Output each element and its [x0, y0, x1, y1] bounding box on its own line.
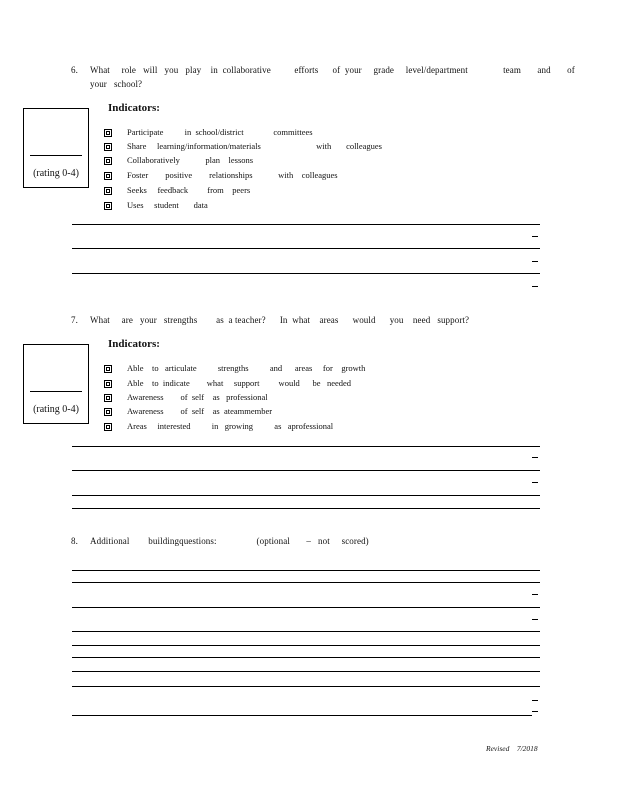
indicator-label: Awareness of self as professional	[127, 392, 268, 402]
question-6	[71, 65, 575, 91]
indicator-checkbox[interactable]	[104, 365, 112, 373]
answer-line-end	[532, 236, 538, 237]
answer-line	[72, 657, 540, 658]
answer-line	[72, 248, 540, 249]
answer-line	[72, 508, 540, 509]
indicator-checkbox[interactable]	[104, 172, 112, 180]
indicator-label: Share learning/information/materials with colleagues	[127, 141, 382, 151]
answer-line-end	[532, 711, 538, 712]
question-text: What are your strengths as a teacher? In what areas would you need support?	[90, 315, 470, 325]
indicator-checkbox[interactable]	[104, 157, 112, 165]
indicators-title: Indicators:	[108, 338, 160, 350]
answer-line	[72, 631, 540, 632]
indicator-label: Participate in school/district committees	[127, 127, 313, 137]
rating-box[interactable]	[23, 344, 89, 424]
answer-line	[72, 273, 540, 274]
indicator-list	[104, 127, 404, 215]
indicator-checkbox[interactable]	[104, 380, 112, 388]
answer-line	[72, 582, 540, 583]
answer-line	[72, 570, 540, 571]
indicator-checkbox[interactable]	[104, 394, 112, 402]
answer-line	[72, 671, 540, 672]
answer-line-end	[532, 261, 538, 262]
answer-line	[72, 470, 540, 471]
answer-line-end	[532, 286, 538, 287]
rating-label: (rating 0-4)	[33, 168, 79, 179]
question-text: What role will you play in collaborative efforts of your grade level/department team and of	[90, 65, 575, 75]
indicator-label: Seeks feedback from peers	[127, 185, 251, 195]
question-7	[71, 315, 541, 329]
rating-blank-line	[30, 391, 82, 392]
indicator-checkbox[interactable]	[104, 143, 112, 151]
answer-line	[72, 607, 540, 608]
answer-line	[72, 224, 540, 225]
indicator-label: Awareness of self as ateammember	[127, 406, 273, 416]
indicator-checkbox[interactable]	[104, 187, 112, 195]
answer-line-end	[532, 457, 538, 458]
indicator-label: Areas interested in growing as aprofessional	[127, 421, 334, 431]
answer-line	[72, 715, 532, 716]
answer-line	[72, 686, 540, 687]
indicator-checkbox[interactable]	[104, 129, 112, 137]
answer-line	[72, 645, 540, 646]
question-8	[71, 536, 541, 550]
question-number: 8.	[71, 536, 78, 546]
question-text-continued: your school?	[90, 79, 143, 89]
answer-line-end	[532, 594, 538, 595]
question-text: Additional buildingquestions: (optional – not scored)	[90, 536, 369, 546]
answer-line-end	[532, 482, 538, 483]
indicator-checkbox[interactable]	[104, 202, 112, 210]
rating-box[interactable]	[23, 108, 89, 188]
rating-label: (rating 0-4)	[33, 404, 79, 415]
indicator-label: Foster positive relationships with colleagues	[127, 170, 338, 180]
indicator-checkbox[interactable]	[104, 408, 112, 416]
answer-line-end	[532, 700, 538, 701]
indicator-label: Able to indicate what support would be needed	[127, 378, 352, 388]
rating-blank-line	[30, 155, 82, 156]
answer-line	[72, 495, 540, 496]
answer-line	[72, 446, 540, 447]
indicators-title: Indicators:	[108, 102, 160, 114]
indicator-label: Uses student data	[127, 200, 208, 210]
indicator-label: Able to articulate strengths and areas for growth	[127, 363, 366, 373]
question-number: 6.	[71, 65, 78, 75]
indicator-list	[104, 363, 404, 435]
revision-footer: Revised 7/2018	[486, 744, 538, 753]
answer-line-end	[532, 619, 538, 620]
indicator-label: Collaboratively plan lessons	[127, 155, 254, 165]
indicator-checkbox[interactable]	[104, 423, 112, 431]
question-number: 7.	[71, 315, 78, 325]
